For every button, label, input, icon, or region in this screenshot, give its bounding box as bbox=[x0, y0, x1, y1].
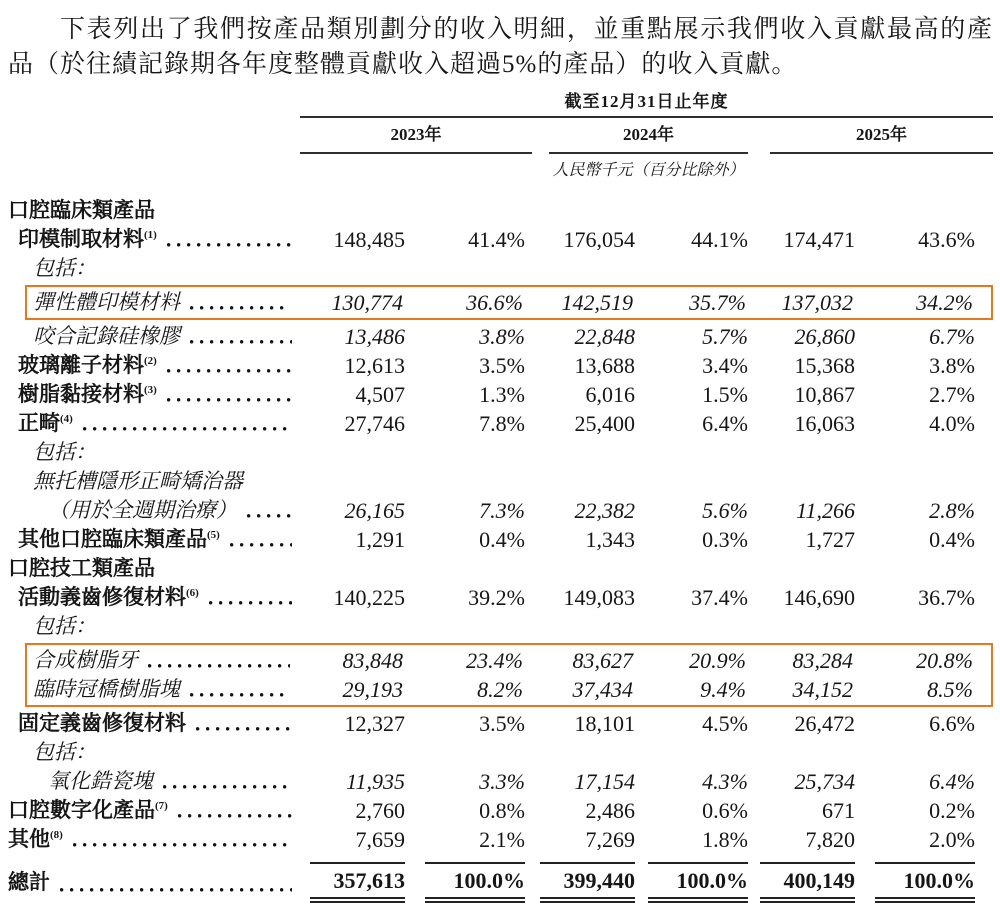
value-cell bbox=[405, 860, 532, 903]
value-cell: 6.4% bbox=[702, 411, 748, 436]
value-cell: 8.5% bbox=[927, 677, 973, 702]
table-row bbox=[8, 351, 993, 380]
value-cell: 8.2% bbox=[477, 677, 523, 702]
row-label: 口腔數字化產品$^{(7)}$ bbox=[8, 798, 168, 822]
row-label: 無托槽隱形正畸矯治器 bbox=[33, 469, 243, 493]
table-row bbox=[8, 254, 993, 283]
value-cell: 3.4% bbox=[702, 353, 748, 378]
value-cell bbox=[855, 860, 993, 903]
value-cell: 2.1% bbox=[479, 827, 525, 852]
table-row bbox=[8, 409, 993, 438]
value-cell: 0.4% bbox=[479, 527, 525, 552]
table-row bbox=[8, 225, 993, 254]
total-value: 100.0% bbox=[875, 862, 975, 903]
dot-leader bbox=[228, 525, 294, 554]
value-cell: 36.7% bbox=[918, 585, 975, 610]
value-cell: 4.3% bbox=[702, 769, 748, 794]
period-title: 截至12月31日止年度 bbox=[564, 92, 729, 111]
value-cell: 140,225 bbox=[333, 585, 405, 610]
footnote-ref: (8) bbox=[50, 829, 63, 841]
footnote-ref: (7) bbox=[155, 800, 168, 812]
value-cell: 2.8% bbox=[929, 498, 975, 523]
value-cell: 3.8% bbox=[479, 324, 525, 349]
value-cell: 671 bbox=[822, 798, 855, 823]
value-cell: 148,485 bbox=[333, 227, 405, 252]
value-cell: 5.6% bbox=[702, 498, 748, 523]
value-cell: 13,688 bbox=[574, 353, 635, 378]
row-label: 口腔臨床類產品 bbox=[8, 198, 155, 222]
value-cell: 7,659 bbox=[355, 827, 405, 852]
dot-leader bbox=[104, 438, 987, 467]
table-row bbox=[8, 380, 993, 409]
total-row bbox=[8, 860, 993, 908]
value-cell: 44.1% bbox=[691, 227, 748, 252]
year-label: 2025年 bbox=[856, 125, 907, 144]
dot-leader bbox=[188, 288, 292, 317]
value-cell: 34.2% bbox=[916, 290, 973, 315]
dot-leader bbox=[245, 496, 294, 525]
value-cell: 0.8% bbox=[479, 798, 525, 823]
year-underline bbox=[300, 147, 532, 154]
value-cell: 11,266 bbox=[796, 498, 855, 523]
value-cell: 6.6% bbox=[929, 711, 975, 736]
dot-leader bbox=[161, 767, 294, 796]
table-header bbox=[300, 90, 993, 188]
dot-leader bbox=[188, 322, 294, 351]
value-cell: 37,434 bbox=[572, 677, 633, 702]
table-row bbox=[8, 467, 993, 496]
row-label: 咬合記錄硅橡膠 bbox=[33, 324, 180, 348]
value-cell: 149,083 bbox=[563, 585, 635, 610]
footnote-ref: (5) bbox=[207, 529, 220, 541]
total-value: 399,440 bbox=[540, 862, 635, 903]
value-cell bbox=[532, 860, 635, 903]
value-cell: 34,152 bbox=[792, 677, 853, 702]
row-label: 包括： bbox=[33, 614, 96, 638]
row-label: 樹脂黏接材料$^{(3)}$ bbox=[18, 382, 157, 406]
table-row bbox=[27, 288, 991, 317]
dot-leader bbox=[165, 380, 294, 409]
value-cell: 22,848 bbox=[574, 324, 635, 349]
value-cell: 12,327 bbox=[344, 711, 405, 736]
row-label: 印模制取材料$^{(1)}$ bbox=[18, 227, 157, 251]
value-cell: 10,867 bbox=[794, 382, 855, 407]
total-value: 100.0% bbox=[648, 862, 748, 903]
year-header bbox=[300, 118, 532, 154]
value-cell: 5.7% bbox=[702, 324, 748, 349]
row-label: 其他口腔臨床類產品$^{(5)}$ bbox=[18, 527, 220, 551]
value-cell: 2,760 bbox=[355, 798, 405, 823]
unit-row bbox=[300, 154, 993, 188]
value-cell: 18,101 bbox=[574, 711, 635, 736]
value-cell: 4,507 bbox=[355, 382, 405, 407]
total-value: 357,613 bbox=[310, 862, 405, 903]
value-cell: 13,486 bbox=[344, 324, 405, 349]
table-row bbox=[8, 612, 993, 641]
table-row bbox=[8, 767, 993, 796]
value-cell: 0.3% bbox=[702, 527, 748, 552]
unit-spacer bbox=[300, 160, 549, 188]
table-row bbox=[8, 709, 993, 738]
dot-leader bbox=[163, 196, 987, 225]
value-cell: 2,486 bbox=[585, 798, 635, 823]
value-cell: 4.5% bbox=[702, 711, 748, 736]
value-cell: 25,734 bbox=[794, 769, 855, 794]
value-cell: 1,727 bbox=[805, 527, 855, 552]
value-cell: 9.4% bbox=[700, 677, 746, 702]
value-cell bbox=[748, 860, 855, 903]
revenue-table bbox=[8, 90, 993, 908]
dot-leader bbox=[81, 409, 294, 438]
value-cell: 3.5% bbox=[479, 353, 525, 378]
value-cell: 22,382 bbox=[574, 498, 635, 523]
value-cell: 176,054 bbox=[563, 227, 635, 252]
dot-leader bbox=[194, 709, 294, 738]
unit-note: 人民幣千元（百分比除外） bbox=[552, 162, 745, 179]
table-row bbox=[8, 322, 993, 351]
value-cell: 26,860 bbox=[794, 324, 855, 349]
row-label: 氧化鋯瓷塊 bbox=[48, 769, 153, 793]
value-cell: 15,368 bbox=[794, 353, 855, 378]
value-cell: 6,016 bbox=[585, 382, 635, 407]
year-row bbox=[300, 118, 993, 154]
value-cell: 130,774 bbox=[331, 290, 403, 315]
value-cell: 7.3% bbox=[479, 498, 525, 523]
value-cell: 1,291 bbox=[355, 527, 405, 552]
total-value: 400,149 bbox=[760, 862, 855, 903]
dot-leader bbox=[71, 825, 294, 854]
value-cell bbox=[300, 860, 405, 903]
section-row bbox=[8, 796, 993, 825]
value-cell: 3.3% bbox=[479, 769, 525, 794]
dot-leader bbox=[146, 646, 292, 675]
value-cell: 142,519 bbox=[561, 290, 633, 315]
dot-leader bbox=[207, 583, 294, 612]
section-row bbox=[8, 825, 993, 854]
value-cell: 0.2% bbox=[929, 798, 975, 823]
footnote-ref: (1) bbox=[144, 229, 157, 241]
value-cell: 4.0% bbox=[929, 411, 975, 436]
value-cell: 0.6% bbox=[702, 798, 748, 823]
footnote-ref: (6) bbox=[186, 587, 199, 599]
dot-leader bbox=[176, 796, 294, 825]
row-label: 臨時冠橋樹脂塊 bbox=[33, 677, 180, 701]
row-label: 其他$^{(8)}$ bbox=[8, 827, 63, 851]
value-cell: 26,165 bbox=[344, 498, 405, 523]
value-cell: 11,935 bbox=[346, 769, 405, 794]
year-header bbox=[532, 118, 748, 154]
value-cell: 39.2% bbox=[468, 585, 525, 610]
value-cell: 20.9% bbox=[689, 648, 746, 673]
value-cell: 3.8% bbox=[929, 353, 975, 378]
value-cell: 26,472 bbox=[794, 711, 855, 736]
value-cell: 2.0% bbox=[929, 827, 975, 852]
value-cell: 2.7% bbox=[929, 382, 975, 407]
value-cell bbox=[635, 860, 748, 903]
table-row bbox=[8, 496, 993, 525]
table-row bbox=[8, 438, 993, 467]
row-label: 活動義齒修復材料$^{(6)}$ bbox=[18, 585, 199, 609]
value-cell: 3.5% bbox=[479, 711, 525, 736]
table-row bbox=[8, 738, 993, 767]
value-cell: 137,032 bbox=[781, 290, 853, 315]
dot-leader bbox=[251, 467, 987, 496]
dot-leader bbox=[165, 225, 294, 254]
value-cell: 174,471 bbox=[783, 227, 855, 252]
highlight-box bbox=[25, 643, 993, 707]
row-label: 合成樹脂牙 bbox=[33, 648, 138, 672]
value-cell: 0.4% bbox=[929, 527, 975, 552]
year-label: 2023年 bbox=[390, 125, 442, 144]
footnote-ref: (3) bbox=[144, 384, 157, 396]
row-label: 彈性體印模材料 bbox=[33, 290, 180, 314]
year-underline bbox=[549, 147, 748, 154]
value-cell: 17,154 bbox=[574, 769, 635, 794]
value-cell: 83,848 bbox=[342, 648, 403, 673]
row-label: 玻璃離子材料$^{(2)}$ bbox=[18, 353, 157, 377]
row-label: 口腔技工類產品 bbox=[8, 556, 155, 580]
row-label: （用於全週期治療） bbox=[48, 498, 237, 522]
value-cell: 16,063 bbox=[794, 411, 855, 436]
total-value: 100.0% bbox=[425, 862, 525, 903]
dot-leader bbox=[188, 675, 292, 704]
dot-leader bbox=[165, 351, 294, 380]
row-label: 包括： bbox=[33, 740, 96, 764]
row-label: 固定義齒修復材料 bbox=[18, 711, 186, 735]
year-underline bbox=[770, 147, 993, 154]
value-cell: 29,193 bbox=[342, 677, 403, 702]
value-cell: 6.7% bbox=[929, 324, 975, 349]
value-cell: 1,343 bbox=[585, 527, 635, 552]
year-label: 2024年 bbox=[623, 125, 674, 144]
footnote-ref: (4) bbox=[60, 413, 73, 425]
row-label: 正畸$^{(4)}$ bbox=[18, 411, 73, 435]
table-row bbox=[8, 525, 993, 554]
value-cell: 83,284 bbox=[792, 648, 853, 673]
value-cell: 25,400 bbox=[574, 411, 635, 436]
value-cell: 7.8% bbox=[479, 411, 525, 436]
value-cell: 27,746 bbox=[344, 411, 405, 436]
value-cell: 1.5% bbox=[702, 382, 748, 407]
section-row bbox=[8, 196, 993, 225]
table-row bbox=[27, 646, 991, 675]
dot-leader bbox=[104, 254, 987, 283]
dot-leader bbox=[163, 554, 987, 583]
value-cell: 37.4% bbox=[691, 585, 748, 610]
value-cell: 36.6% bbox=[466, 290, 523, 315]
section-row bbox=[8, 554, 993, 583]
row-label: 包括： bbox=[33, 256, 96, 280]
value-cell: 1.3% bbox=[479, 382, 525, 407]
value-cell: 12,613 bbox=[344, 353, 405, 378]
table-row bbox=[8, 583, 993, 612]
table-body bbox=[8, 196, 993, 908]
table-row bbox=[27, 675, 991, 704]
value-cell: 20.8% bbox=[916, 648, 973, 673]
value-cell: 23.4% bbox=[466, 648, 523, 673]
value-cell: 6.4% bbox=[929, 769, 975, 794]
value-cell: 35.7% bbox=[689, 290, 746, 315]
highlight-box bbox=[25, 285, 993, 320]
dot-leader bbox=[104, 612, 987, 641]
document-page bbox=[0, 12, 1000, 894]
value-cell: 1.8% bbox=[702, 827, 748, 852]
row-label: 總計 bbox=[8, 870, 50, 894]
value-cell: 83,627 bbox=[572, 648, 633, 673]
dot-leader bbox=[104, 738, 987, 767]
footnote-ref: (2) bbox=[144, 355, 157, 367]
value-cell: 41.4% bbox=[468, 227, 525, 252]
intro-paragraph: 下表列出了我們按產品類別劃分的收入明細，並重點展示我們收入貢獻最高的產品（於往績記錄期各年度整體貢獻收入超過5%的產品）的收入貢獻。 bbox=[8, 16, 993, 78]
value-cell: 7,269 bbox=[585, 827, 635, 852]
dot-leader bbox=[58, 860, 294, 908]
value-cell: 43.6% bbox=[918, 227, 975, 252]
value-cell: 146,690 bbox=[783, 585, 855, 610]
value-cell: 7,820 bbox=[805, 827, 855, 852]
row-label: 包括： bbox=[33, 440, 96, 464]
year-header bbox=[748, 118, 993, 154]
